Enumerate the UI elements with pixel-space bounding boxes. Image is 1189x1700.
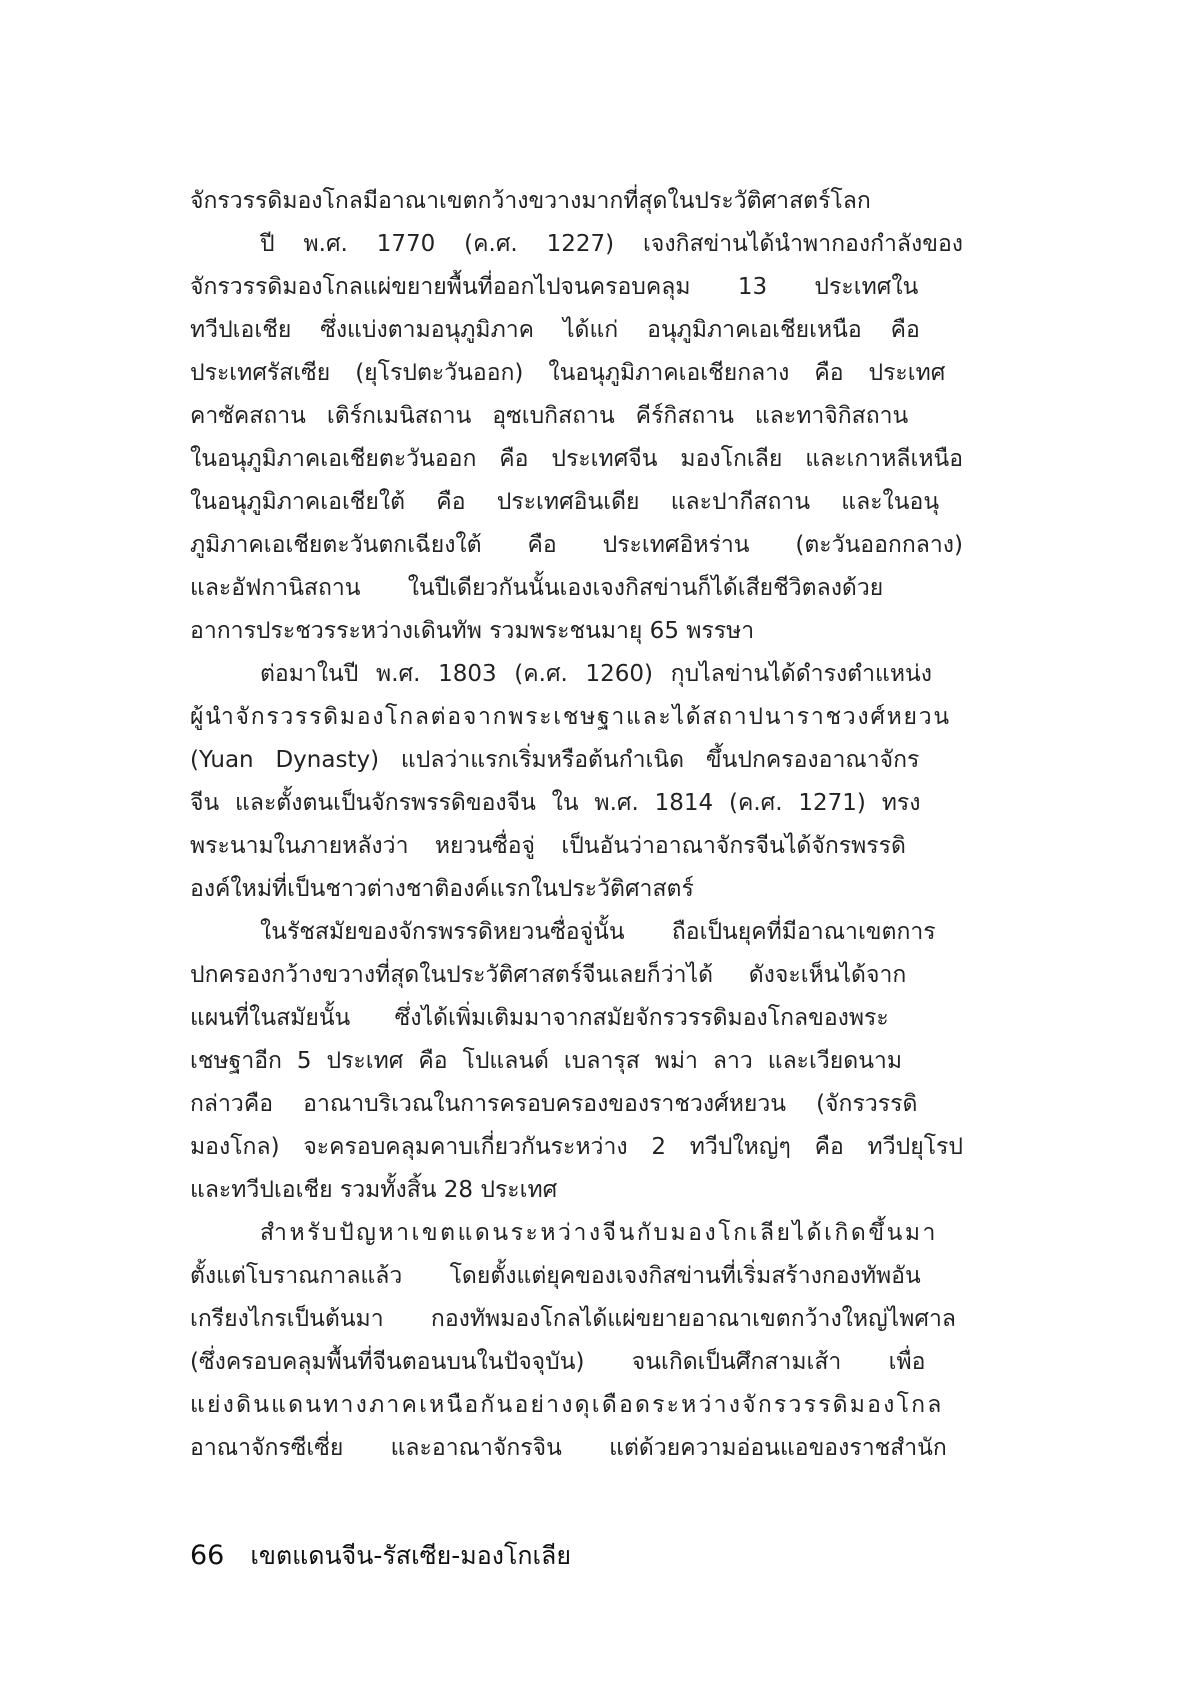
text-line-content: กล่าวคือ อาณาบริเวณในการครอบครองของราชวงศ์หยวน (จักรวรรดิ — [190, 1091, 918, 1117]
text-line — [190, 266, 963, 309]
text-line-content: พระนามในภายหลังว่า หยวนซื่อจู่ เป็นอันว่าอาณาจักรจีนได้จักรพรรดิ — [190, 833, 906, 859]
text-line-content: (Yuan Dynasty) แปลว่าแรกเริ่มหรือต้นกำเนิด ขึ้นปกครองอาณาจักร — [190, 747, 920, 773]
text-line-content: ต่อมาในปี พ.ศ. 1803 (ค.ศ. 1260) กุบไลข่านได้ดำรงตำแหน่ง — [260, 661, 932, 687]
text-line-content: ตั้งแต่โบราณกาลแล้ว โดยตั้งแต่ยุคของเจงกิสข่านที่เริ่มสร้างกองทัพอัน — [190, 1263, 921, 1289]
text-line — [190, 1040, 963, 1083]
text-line — [190, 481, 963, 524]
page-number: 66 — [190, 1540, 225, 1571]
text-line — [190, 739, 963, 782]
running-title: เขตแดนจีน-รัสเซีย-มองโกเลีย — [250, 1541, 572, 1570]
text-line — [190, 180, 963, 223]
text-line-content: และอัฟกานิสถาน ในปีเดียวกันนั้นเองเจงกิสข่านก็ได้เสียชีวิตลงด้วย — [190, 575, 884, 601]
text-line — [190, 223, 963, 266]
text-line — [190, 954, 963, 997]
text-line — [190, 567, 963, 610]
text-line — [190, 309, 963, 352]
text-line-content: ในอนุภูมิภาคเอเชียตะวันออก คือ ประเทศจีน มองโกเลีย และเกาหลีเหนือ — [190, 446, 964, 472]
text-line-content: ปกครองกว้างขวางที่สุดในประวัติศาสตร์จีนเลยก็ว่าได้ ดังจะเห็นได้จาก — [190, 962, 907, 988]
text-line — [190, 1083, 963, 1126]
text-line-content: มองโกล) จะครอบคลุมคาบเกี่ยวกันระหว่าง 2 ทวีปใหญ่ๆ คือ ทวีปยุโรป — [190, 1134, 963, 1160]
text-line — [190, 911, 963, 954]
text-line — [190, 653, 963, 696]
text-line — [190, 438, 963, 481]
text-line-content: ผู้นำจักรวรรดิมองโกลต่อจากพระเชษฐาและได้สถาปนาราชวงศ์หยวน — [190, 704, 951, 730]
text-line — [190, 825, 963, 868]
text-line — [190, 1341, 963, 1384]
text-line — [190, 1169, 963, 1212]
text-line — [190, 868, 963, 911]
text-line-content: จีน และตั้งตนเป็นจักรพรรดิของจีน ใน พ.ศ. 1814 (ค.ศ. 1271) ทรง — [190, 790, 921, 816]
text-line-content: อาณาจักรซีเซี่ย และอาณาจักรจิน แต่ด้วยความอ่อนแอของราชสำนัก — [190, 1435, 947, 1461]
text-line — [190, 395, 963, 438]
body-text — [190, 180, 963, 1470]
text-line — [190, 352, 963, 395]
text-line-content: ทวีปเอเชีย ซึ่งแบ่งตามอนุภูมิภาค ได้แก่ อนุภูมิภาคเอเชียเหนือ คือ — [190, 317, 920, 343]
text-line-content: จักรวรรดิมองโกลมีอาณาเขตกว้างขวางมากที่สุดในประวัติศาสตร์โลก — [190, 188, 871, 214]
text-line-content: ภูมิภาคเอเชียตะวันตกเฉียงใต้ คือ ประเทศอิหร่าน (ตะวันออกกลาง) — [190, 532, 963, 558]
text-line-content: เกรียงไกรเป็นต้นมา กองทัพมองโกลได้แผ่ขยายอาณาเขตกว้างใหญ่ไพศาล — [190, 1306, 957, 1332]
text-line-content: แย่งดินแดนทางภาคเหนือกันอย่างดุเดือดระหว่างจักรวรรดิมองโกล — [190, 1392, 944, 1418]
text-line — [190, 610, 963, 653]
text-line — [190, 696, 963, 739]
text-line-content: สำหรับปัญหาเขตแดนระหว่างจีนกับมองโกเลียได้เกิดขึ้นมา — [260, 1220, 938, 1246]
text-line-content: (ซึ่งครอบคลุมพื้นที่จีนตอนบนในปัจจุบัน) จนเกิดเป็นศึกสามเส้า เพื่อ — [190, 1349, 926, 1375]
text-line — [190, 997, 963, 1040]
text-line-content: อาการประชวรระหว่างเดินทัพ รวมพระชนมายุ 65 พรรษา — [190, 618, 755, 644]
text-line — [190, 1298, 963, 1341]
text-line-content: ปี พ.ศ. 1770 (ค.ศ. 1227) เจงกิสข่านได้นำพากองกำลังของ — [260, 231, 964, 257]
text-line — [190, 1427, 963, 1470]
text-line — [190, 782, 963, 825]
text-line-content: และทวีปเอเชีย รวมทั้งสิ้น 28 ประเทศ — [190, 1177, 558, 1203]
text-line-content: ประเทศรัสเซีย (ยุโรปตะวันออก) ในอนุภูมิภาคเอเชียกลาง คือ ประเทศ — [190, 360, 946, 386]
text-line — [190, 1255, 963, 1298]
text-line-content: คาซัคสถาน เติร์กเมนิสถาน อุซเบกิสถาน คีร์กิสถาน และทาจิกิสถาน — [190, 403, 909, 429]
text-line-content: จักรวรรดิมองโกลแผ่ขยายพื้นที่ออกไปจนครอบคลุม 13 ประเทศใน — [190, 274, 919, 300]
text-line-content: แผนที่ในสมัยนั้น ซึ่งได้เพิ่มเติมมาจากสมัยจักรวรรดิมองโกลของพระ — [190, 1005, 889, 1031]
page-footer — [190, 1538, 571, 1574]
text-line — [190, 524, 963, 567]
text-line — [190, 1384, 963, 1427]
text-line-content: ในอนุภูมิภาคเอเชียใต้ คือ ประเทศอินเดีย และปากีสถาน และในอนุ — [190, 489, 940, 515]
text-line — [190, 1212, 963, 1255]
text-line-content: เชษฐาอีก 5 ประเทศ คือ โปแลนด์ เบลารุส พม่า ลาว และเวียดนาม — [190, 1048, 903, 1074]
text-line — [190, 1126, 963, 1169]
text-line-content: ในรัชสมัยของจักรพรรดิหยวนซื่อจู่นั้น ถือเป็นยุคที่มีอาณาเขตการ — [260, 919, 936, 945]
text-line-content: องค์ใหม่ที่เป็นชาวต่างชาติองค์แรกในประวัติศาสตร์ — [190, 876, 694, 902]
